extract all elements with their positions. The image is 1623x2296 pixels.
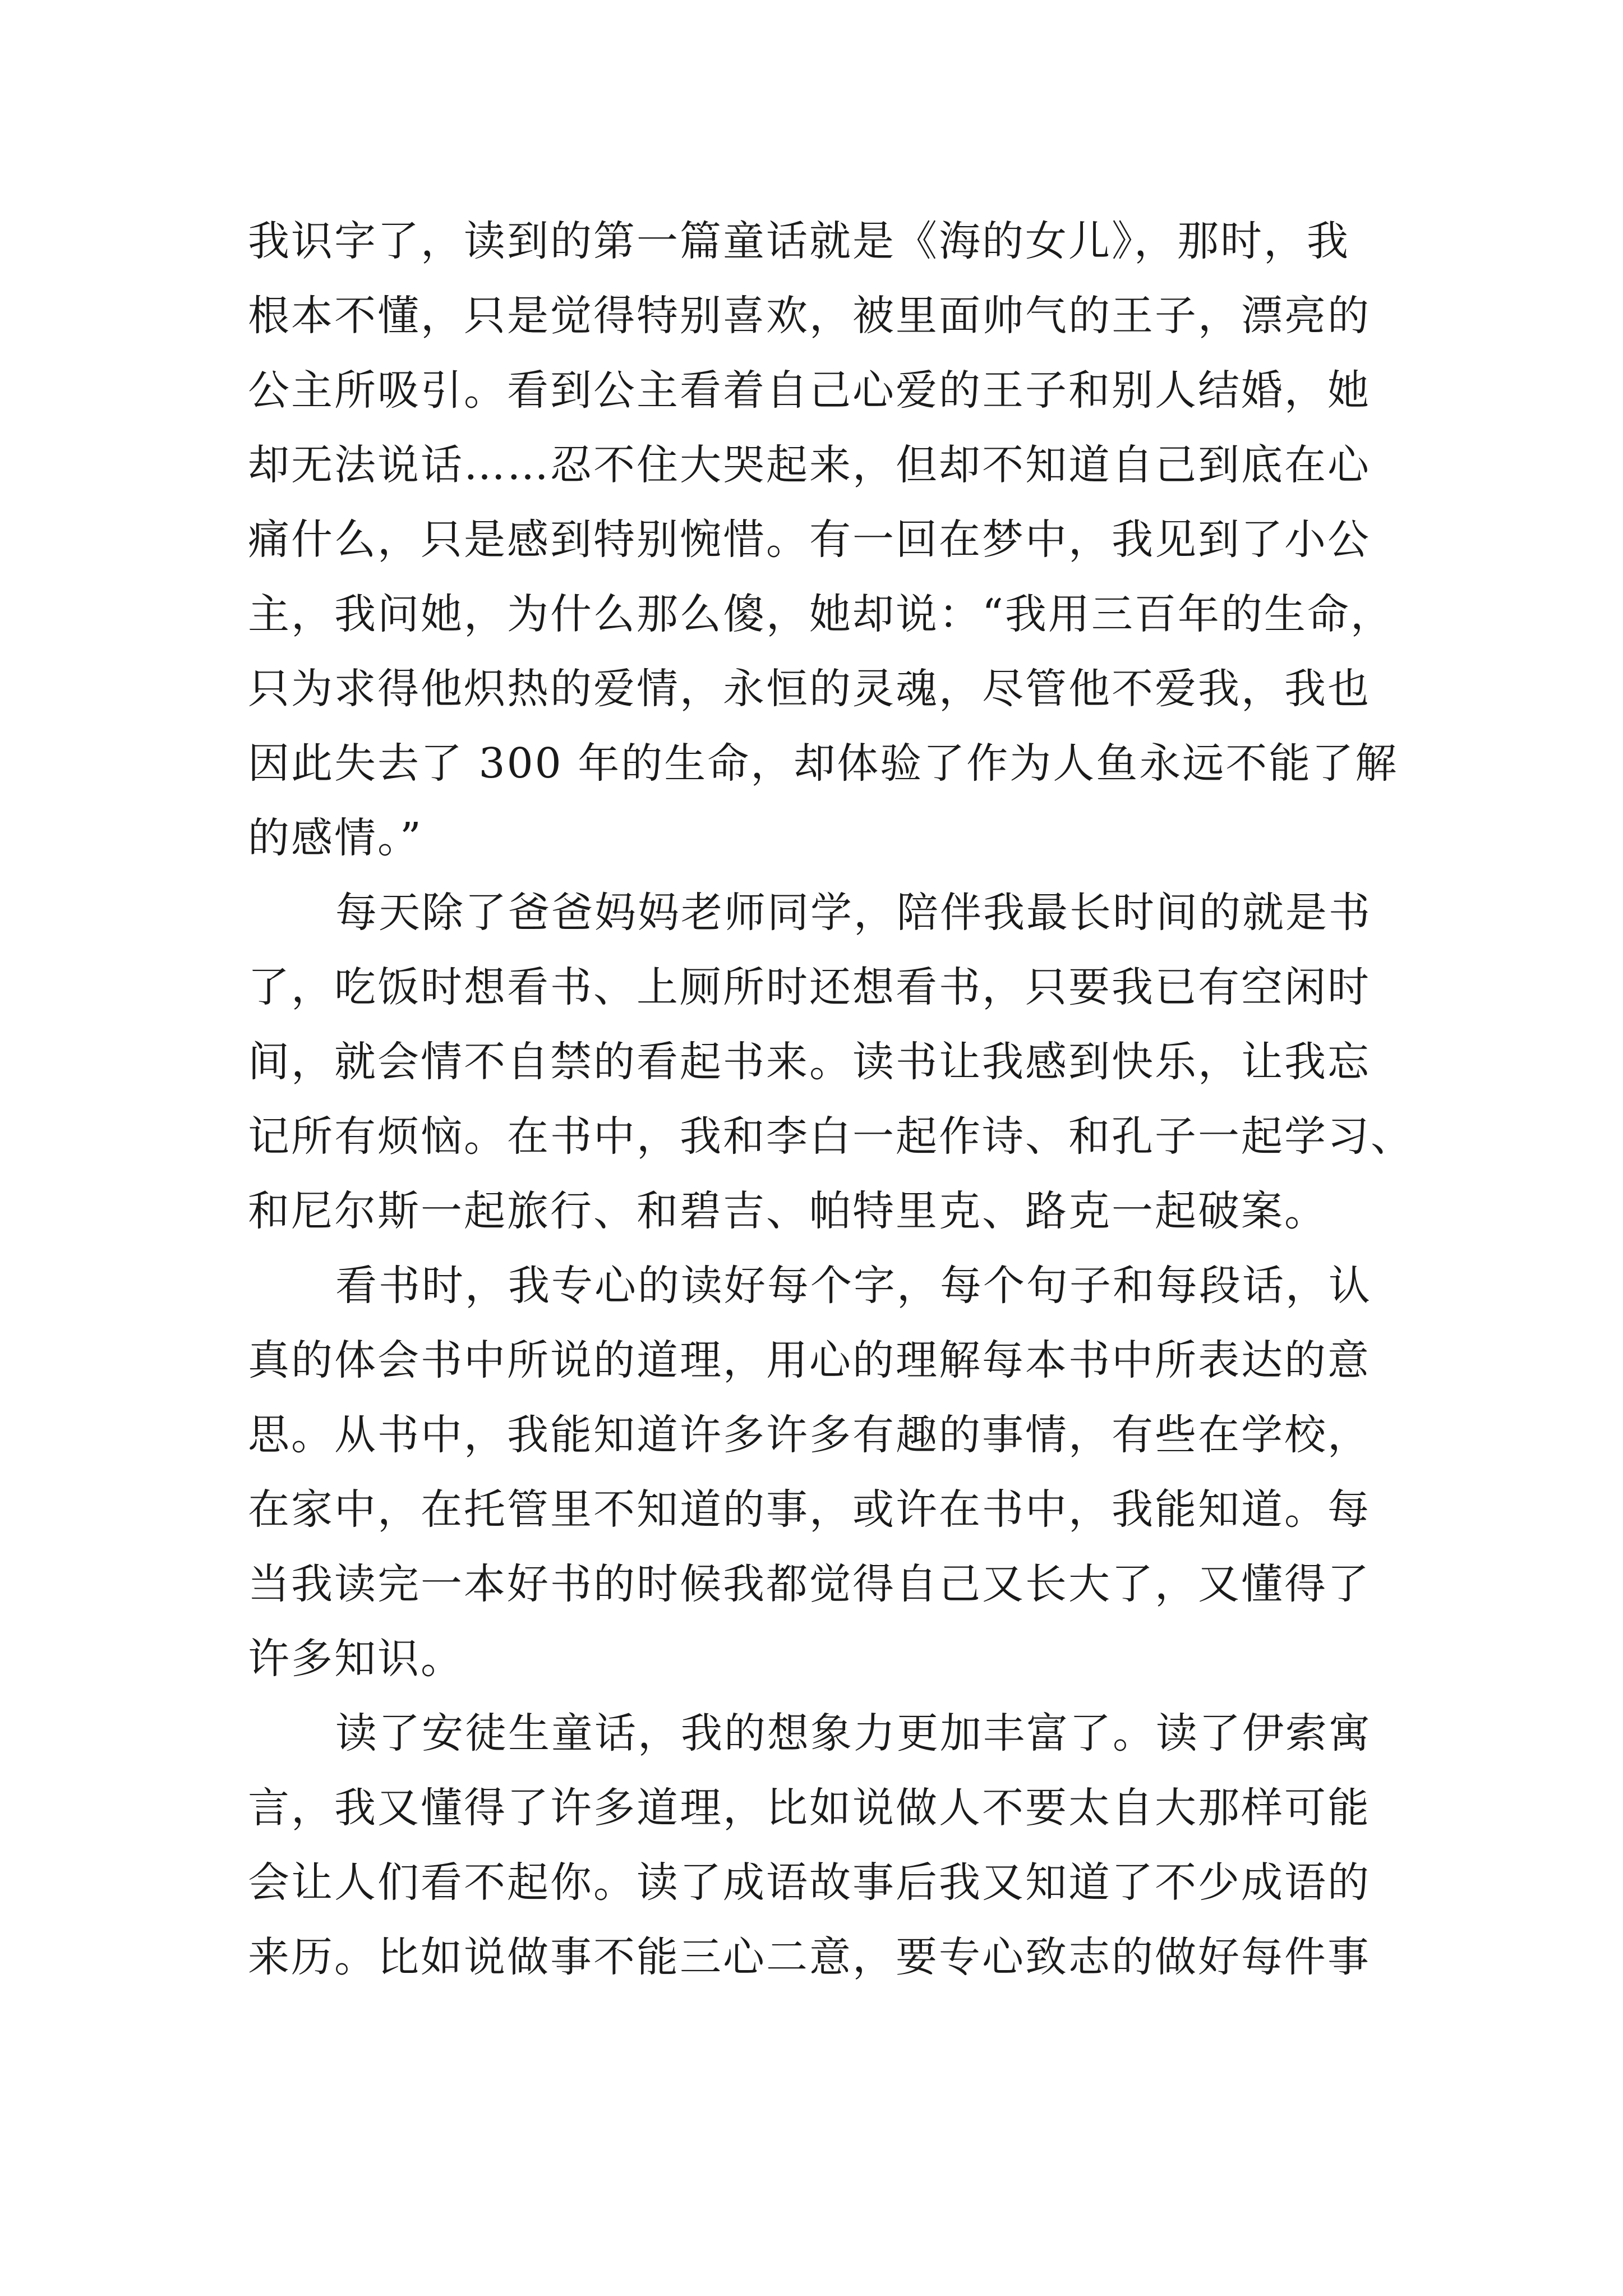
text-line: 记所有烦恼。在书中，我和李白一起作诗、和孔子一起学习、 [248,1112,1414,1161]
text-line: 间，就会情不自禁的看起书来。读书让我感到快乐，让我忘 [248,1038,1371,1086]
text-line: 根本不懂，只是觉得特别喜欢，被里面帅气的王子，漂亮的 [248,292,1371,340]
text-line: 我识字了，读到的第一篇童话就是《海的女儿》，那时，我 [248,217,1350,265]
text-line: 了，吃饭时想看书、上厕所时还想看书，只要我已有空闲时 [248,963,1371,1011]
text-line: 真的体会书中所说的道理，用心的理解每本书中所表达的意 [248,1336,1371,1384]
text-line: 却无法说话……忍不住大哭起来，但却不知道自己到底在心 [248,441,1371,489]
paragraph-start-line: 读了安徒生童话，我的想象力更加丰富了。读了伊索寓 [335,1709,1372,1757]
text-line: 思。从书中，我能知道许多许多有趣的事情，有些在学校， [248,1411,1371,1459]
text-line: 因此失去了 300 年的生命，却体验了作为人鱼永远不能了解 [248,739,1399,788]
text-line: 会让人们看不起你。读了成语故事后我又知道了不少成语的 [248,1858,1371,1907]
paragraph-start-line: 每天除了爸爸妈妈老师同学，陪伴我最长时间的就是书 [335,889,1372,937]
text-line: 和尼尔斯一起旅行、和碧吉、帕特里克、路克一起破案。 [248,1187,1327,1235]
paragraph-start-line: 看书时，我专心的读好每个字，每个句子和每段话，认 [335,1262,1372,1310]
text-line: 当我读完一本好书的时候我都觉得自己又长大了，又懂得了 [248,1560,1371,1608]
text-line: 痛什么，只是感到特别惋惜。有一回在梦中，我见到了小公 [248,516,1371,564]
text-line: 言，我又懂得了许多道理，比如说做人不要太自大那样可能 [248,1784,1371,1832]
text-line: 许多知识。 [248,1635,464,1683]
text-line: 主，我问她，为什么那么傻，她却说：“我用三百年的生命， [248,590,1394,638]
text-line: 只为求得他炽热的爱情，永恒的灵魂，尽管他不爱我，我也 [248,665,1371,713]
text-line: 来历。比如说做事不能三心二意，要专心致志的做好每件事 [248,1933,1371,1981]
text-line: 公主所吸引。看到公主看着自己心爱的王子和别人结婚，她 [248,366,1371,415]
text-line: 在家中，在托管里不知道的事，或许在书中，我能知道。每 [248,1485,1371,1534]
text-line: 的感情。” [248,814,423,862]
